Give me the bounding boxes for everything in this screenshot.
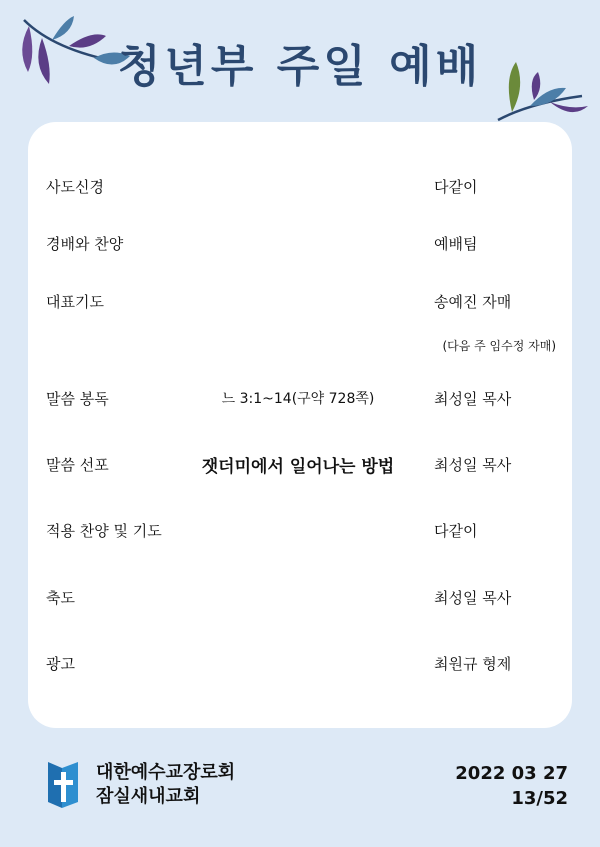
order-leader: 다같이 <box>434 178 478 196</box>
order-row <box>28 287 572 317</box>
issue-number: 13/52 <box>511 788 568 809</box>
next-prayer-note: (다음 주 임수정 자매) <box>442 339 556 353</box>
order-row <box>28 583 572 613</box>
order-of-worship-card <box>28 122 572 728</box>
order-leader: 최성일 목사 <box>434 456 512 474</box>
church-title: 잠실새내교회 <box>96 786 201 807</box>
scripture-reference: 느 3:1~14(구약 728쪽) <box>221 391 375 407</box>
order-row <box>28 172 572 202</box>
order-leader: 최성일 목사 <box>434 589 512 607</box>
order-label: 사도신경 <box>46 178 104 196</box>
page-title: 청년부 주일 예배 <box>117 41 483 92</box>
order-row <box>28 649 572 679</box>
order-label: 말씀 선포 <box>46 456 109 474</box>
order-label: 적용 찬양 및 기도 <box>46 522 162 540</box>
bulletin-date: 2022 03 27 <box>455 763 568 784</box>
order-row <box>28 450 572 480</box>
order-row <box>28 229 572 259</box>
order-leader: 예배팀 <box>434 235 478 253</box>
sermon-title: 잿더미에서 일어나는 방법 <box>201 457 395 477</box>
order-label: 축도 <box>46 589 75 607</box>
order-label: 대표기도 <box>46 293 104 311</box>
order-leader: 최원규 형제 <box>434 655 512 673</box>
order-leader: 최성일 목사 <box>434 390 512 408</box>
cross-logo-icon <box>44 760 82 810</box>
order-label: 말씀 봉독 <box>46 390 109 408</box>
order-row <box>28 516 572 546</box>
order-leader: 송예진 자매 <box>434 293 512 311</box>
order-leader: 다같이 <box>434 522 478 540</box>
order-label: 광고 <box>46 655 75 673</box>
bulletin-date-block <box>455 761 568 811</box>
church-name <box>96 761 235 809</box>
order-row <box>28 384 572 414</box>
denomination: 대한예수교장로회 <box>96 762 236 783</box>
leaf-branch-icon <box>490 58 590 126</box>
order-label: 경배와 찬양 <box>46 235 124 253</box>
